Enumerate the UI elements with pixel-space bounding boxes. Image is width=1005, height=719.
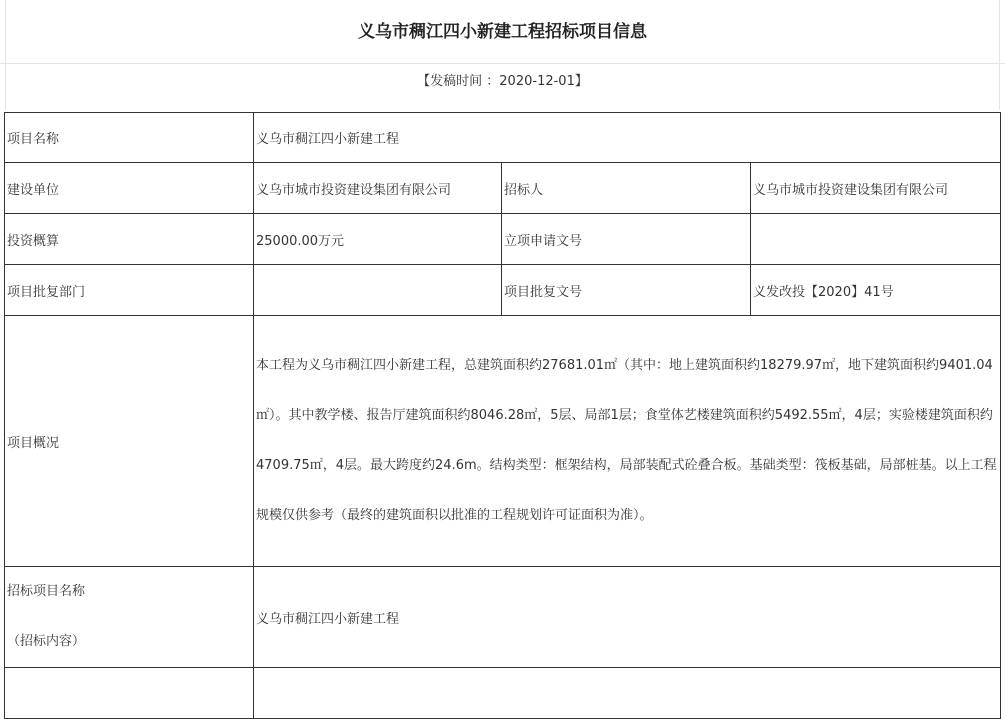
approval-doc-value <box>751 214 1001 265</box>
overview-label: 项目概况 <box>5 316 254 567</box>
table-row <box>5 163 1001 214</box>
project-name-label: 项目名称 <box>5 113 254 163</box>
approval-dept-value <box>254 265 502 316</box>
tenderer-value: 义乌市城市投资建设集团有限公司 <box>751 163 1001 214</box>
project-name-value: 义乌市稠江四小新建工程 <box>254 113 1001 163</box>
tender-name-label-line1: 招标项目名称 <box>7 584 86 599</box>
builder-label: 建设单位 <box>5 163 254 214</box>
table-row <box>5 113 1001 163</box>
tender-name-label-line2: （招标内容） <box>7 634 86 649</box>
empty-cell <box>5 668 254 719</box>
tenderer-label: 招标人 <box>502 163 751 214</box>
builder-value: 义乌市城市投资建设集团有限公司 <box>254 163 502 214</box>
table-row <box>5 668 1001 719</box>
approval-dept-label: 项目批复部门 <box>5 265 254 316</box>
page-title: 义乌市稠江四小新建工程招标项目信息 <box>0 0 1005 64</box>
investment-label: 投资概算 <box>5 214 254 265</box>
project-info-table <box>4 112 1001 719</box>
investment-value: 25000.00万元 <box>254 214 502 265</box>
reply-doc-label: 项目批复文号 <box>502 265 751 316</box>
approval-doc-label: 立项申请文号 <box>502 214 751 265</box>
table-row <box>5 567 1001 668</box>
reply-doc-value: 义发改投【2020】41号 <box>751 265 1001 316</box>
tender-name-value: 义乌市稠江四小新建工程 <box>254 567 1001 668</box>
overview-value: 本工程为义乌市稠江四小新建工程，总建筑面积约27681.01㎡（其中：地上建筑面积约18279.97㎡，地下建筑面积约9401.04㎡）。其中教学楼、报告厅建筑面积约8046.28㎡，5层、局部1层；食堂体艺楼建筑面积约5492.55㎡，4层；实验楼建筑面积约4709.75㎡，4层。最大跨度约24.6m。结构类型：框架结构，局部装配式砼叠合板。基础类型：筏板基础，局部桩基。以上工程规模仅供参考（最终的建筑面积以批准的工程规划许可证面积为准）。 <box>254 316 1001 567</box>
table-row <box>5 265 1001 316</box>
tender-name-label <box>5 567 254 668</box>
table-row <box>5 316 1001 567</box>
table-row <box>5 214 1001 265</box>
publish-time: 【发稿时间 ：2020-12-01】 <box>417 74 588 89</box>
empty-cell <box>254 668 1001 719</box>
